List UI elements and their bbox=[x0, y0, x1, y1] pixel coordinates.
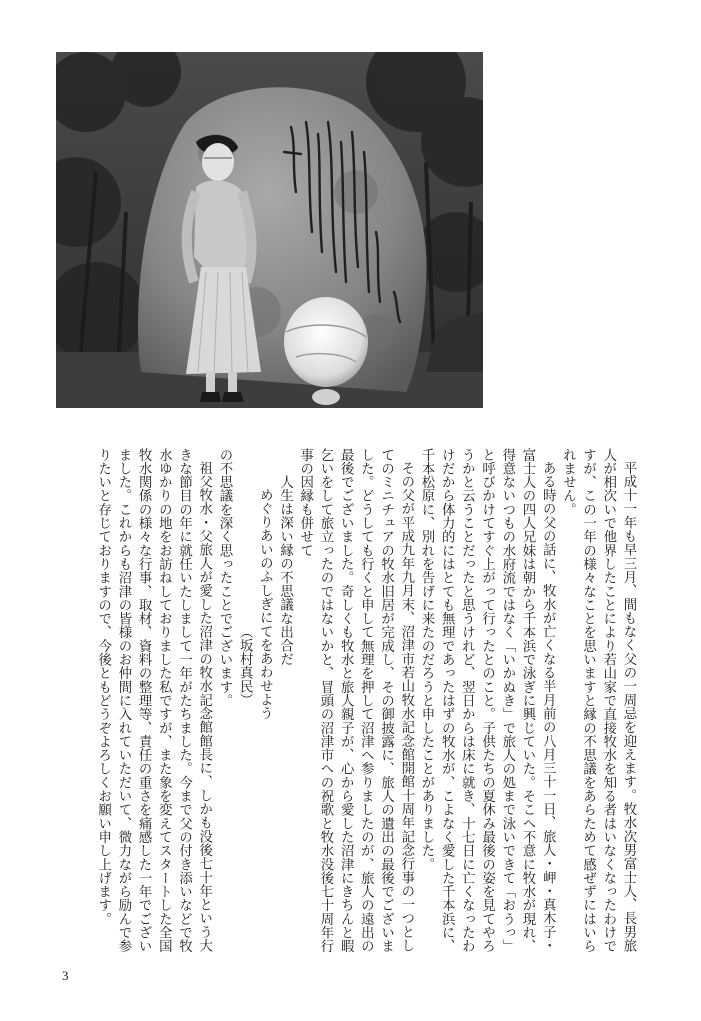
monument-photo bbox=[56, 52, 483, 408]
paragraph: 平成十一年も早三月、間もなく父の一周忌を迎えます。牧水次男富士人、長男旅人が相次いで他界したことにより若山家で直接牧水を知る者はいなくなったわけですが、この一年の様々なことを思いますと縁の不思議をあらためて感ぜずにはいられません。 bbox=[560, 448, 636, 954]
poem-line: 人生は深い縁の不思議な出合だ bbox=[277, 474, 293, 666]
poem-line: めぐりあいのふしぎにてをあわせよう bbox=[257, 488, 273, 721]
poem-author: （坂村真民） bbox=[237, 624, 253, 707]
paragraph: その父が平成九年九月末、沼津市若山牧水記念館開館十周年記念行事の一つとしてのミニチュアの牧水旧居が完成し、その御披露に、旅人の遺出の最後でございました。どうしても行くと申して無理を押して沼津へ参りましたのが、旅人の遠出の最後でございました。奇しくも牧水と旅人親子が、心から愛した沼津にきちんと暇乞いをして旅立ったのではないかと、冒頭の沼津市への祝歌と牧水没後七十周年行事の因縁も併せて bbox=[297, 448, 414, 954]
paragraph: ある時の父の話に、牧水が亡くなる半月前の八月三十一日、旅人・岬・真木子・富士人の四人兄妹は朝から千本浜で泳ぎに興じていた。そこへ不意に牧水が現れ、得意ないつもの水府流ではなく「いかぬき」で旅人の処まで泳いできて「おうっ」と呼びかけてすぐ上がって行ったとのこと。子供たちの夏休み最後の姿を見てやろうかと云うことだったと思うけれど、翌日からは床に就き、十七日に亡くなったわけだから体力的にはとても無理であったはずの牧水が、こよなく愛した千本浜に、千本松原に、別れを告げに来たのだろうと申したことがありました。 bbox=[418, 448, 556, 954]
paragraph: の不思議を深く思ったことでございます。 bbox=[216, 448, 232, 708]
paragraph: 祖父牧水・父旅人が愛した沼津の牧水記念館館長に、しかも没後七十年という大きな節目の年に就任いたしまして一年がたちました。今まで父の付き添いなどで牧水ゆかりの地をお訪ねしておりました私ですが、また象を変えてスタートした全国牧水関係の様々な行事、取材、資料の整理等、責任の重さを痛感した一年でございました。これからも沼津の皆様のお仲間に入れていただいて、微力ながら励んで参りたいと存じておりますので、今後ともどうぞよろしくお願い申し上げます。 bbox=[95, 448, 212, 954]
article-body bbox=[62, 448, 638, 958]
page-number: 3 bbox=[62, 968, 69, 983]
